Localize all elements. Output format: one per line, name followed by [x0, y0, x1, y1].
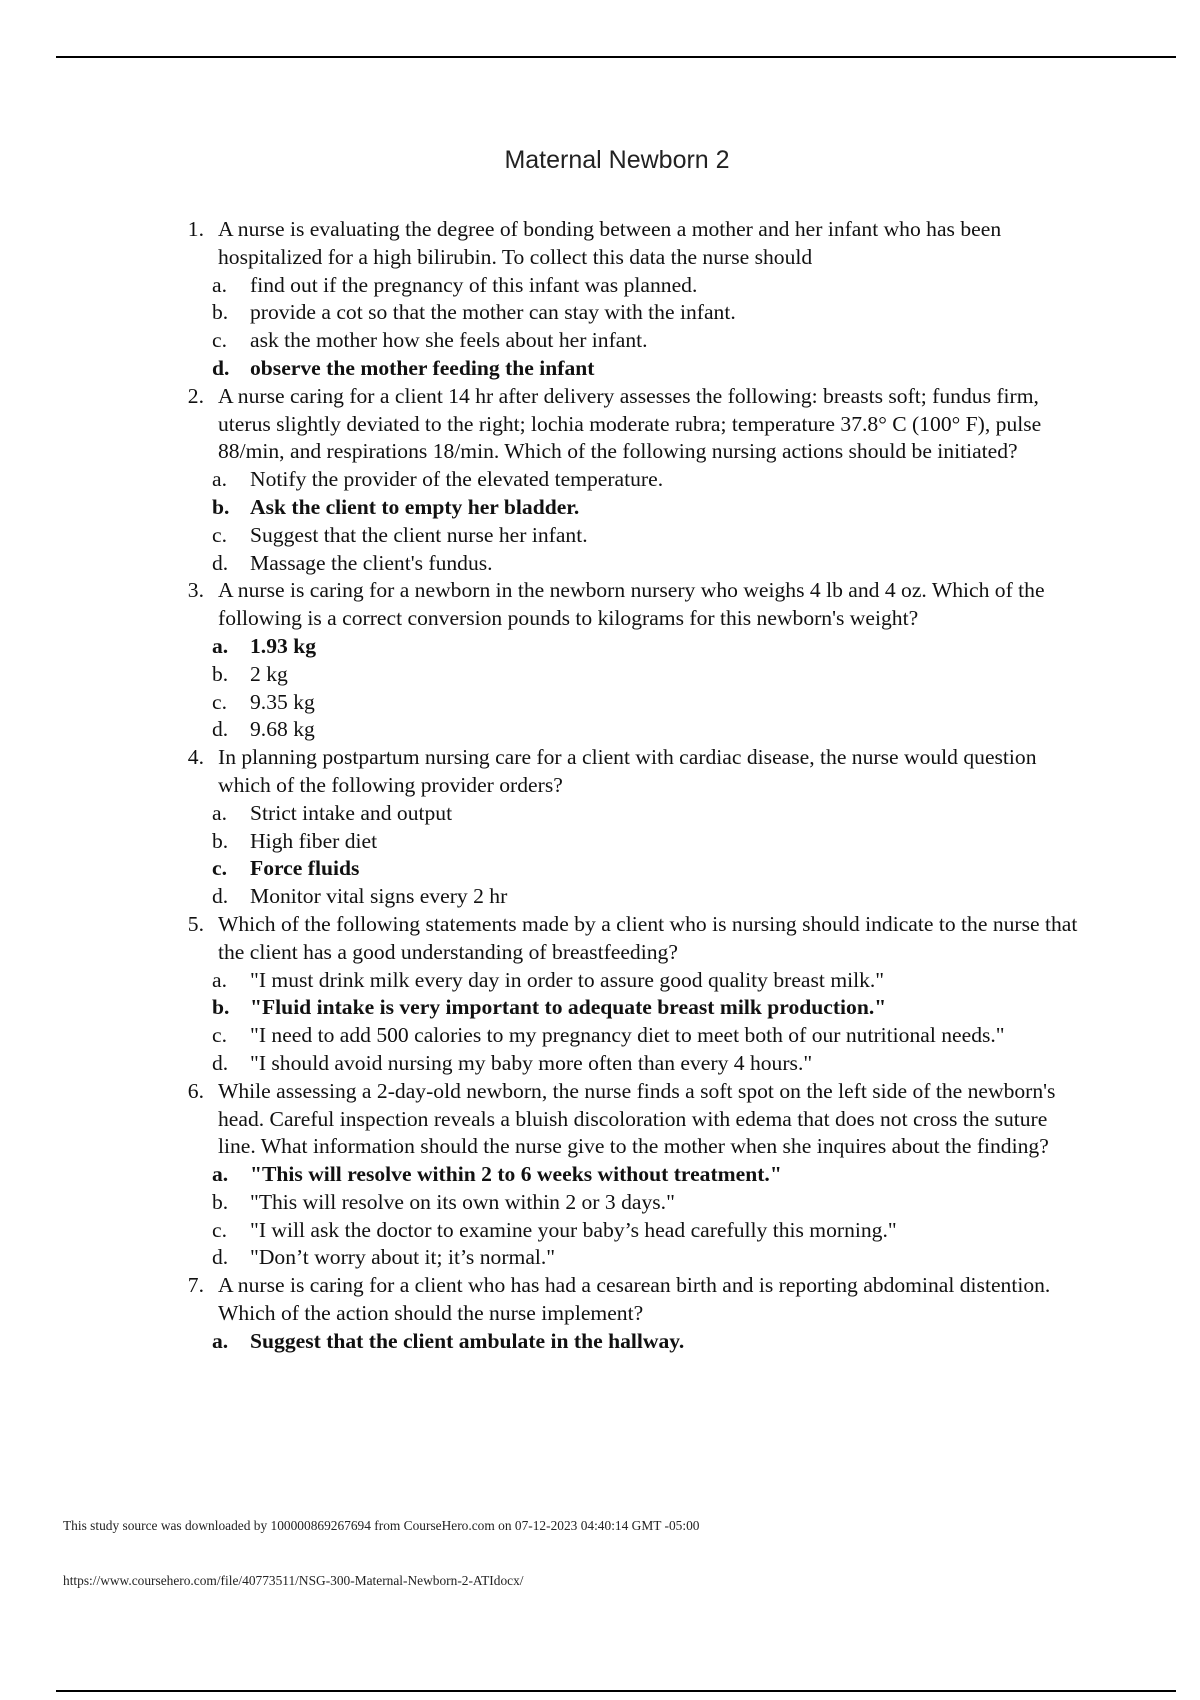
- option-letter: b.: [212, 1189, 229, 1214]
- question-text: While assessing a 2-day-old newborn, the nurse finds a soft spot on the left side of the newborn's head. Careful inspection reveals a bluish discoloration with edema that does not cross the suture line. What information should the nurse give to the mother when she inquires about the finding?: [218, 1078, 1056, 1159]
- option-text: Notify the provider of the elevated temperature.: [250, 467, 664, 492]
- option-item: [178, 716, 1088, 744]
- option-item: [178, 967, 1088, 995]
- option-item-correct: [178, 633, 1088, 661]
- question-item: [178, 383, 1088, 466]
- option-letter: c.: [212, 856, 227, 881]
- option-list: [178, 466, 1088, 577]
- bottom-rule: [56, 1690, 1176, 1692]
- option-text: Strict intake and output: [250, 800, 453, 825]
- option-text: "This will resolve within 2 to 6 weeks without treatment.": [250, 1162, 782, 1187]
- option-text: Monitor vital signs every 2 hr: [250, 884, 508, 909]
- option-text: observe the mother feeding the infant: [250, 355, 595, 380]
- question-text: A nurse is caring for a client who has had a cesarean birth and is reporting abdominal distention. Which of the action should the nurse implement?: [218, 1273, 1051, 1326]
- option-text: 1.93 kg: [250, 633, 316, 658]
- question-text: Which of the following statements made by a client who is nursing should indicate to the nurse that the client has a good understanding of breastfeeding?: [218, 911, 1078, 964]
- option-text: Suggest that the client ambulate in the hallway.: [250, 1328, 685, 1353]
- option-letter: c.: [212, 1217, 227, 1242]
- option-text: ask the mother how she feels about her infant.: [250, 328, 648, 353]
- option-letter: b.: [212, 300, 229, 325]
- option-item-correct: [178, 1161, 1088, 1189]
- option-text: 9.68 kg: [250, 717, 315, 742]
- option-letter: a.: [212, 633, 229, 658]
- option-text: find out if the pregnancy of this infant was planned.: [250, 272, 698, 297]
- option-letter: a.: [212, 467, 227, 492]
- option-item: [178, 1189, 1088, 1217]
- option-item-correct: [178, 494, 1088, 522]
- option-text: "I will ask the doctor to examine your baby’s head carefully this morning.": [250, 1217, 897, 1242]
- option-item: [178, 828, 1088, 856]
- option-item-correct: [178, 1328, 1088, 1356]
- option-item: [178, 522, 1088, 550]
- option-letter: b.: [212, 828, 229, 853]
- question-number: 5.: [187, 911, 204, 936]
- option-item: [178, 883, 1088, 911]
- option-text: "I must drink milk every day in order to assure good quality breast milk.": [250, 967, 885, 992]
- question-item: [178, 911, 1088, 967]
- option-item-correct: [178, 994, 1088, 1022]
- footer-url-line: https://www.coursehero.com/file/40773511/NSG-300-Maternal-Newborn-2-ATIdocx/: [63, 1573, 524, 1588]
- option-text: "This will resolve on its own within 2 or 3 days.": [250, 1189, 675, 1214]
- option-text: "I need to add 500 calories to my pregnancy diet to meet both of our nutritional needs.": [250, 1023, 1005, 1048]
- option-letter: d.: [212, 355, 230, 380]
- option-letter: a.: [212, 1328, 229, 1353]
- option-letter: b.: [212, 661, 229, 686]
- option-letter: c.: [212, 689, 227, 714]
- option-list: [178, 967, 1088, 1078]
- option-item: [178, 1244, 1088, 1272]
- option-text: Suggest that the client nurse her infant.: [250, 522, 588, 547]
- option-item: [178, 299, 1088, 327]
- option-letter: a.: [212, 272, 227, 297]
- option-letter: d.: [212, 884, 229, 909]
- option-list: [178, 1328, 1088, 1356]
- option-item-correct: [178, 855, 1088, 883]
- question-text: In planning postpartum nursing care for a client with cardiac disease, the nurse would question which of the following provider orders?: [218, 745, 1037, 797]
- question-number: 2.: [187, 383, 204, 408]
- option-item: [178, 800, 1088, 828]
- option-letter: c.: [212, 522, 227, 547]
- question-item: [178, 577, 1088, 633]
- question-text: A nurse is evaluating the degree of bonding between a mother and her infant who has been hospitalized for a high bilirubin. To collect this data the nurse should: [218, 217, 1002, 269]
- option-text: Force fluids: [250, 856, 360, 881]
- option-item: [178, 550, 1088, 578]
- question-number: 7.: [187, 1273, 204, 1298]
- question-text: A nurse is caring for a newborn in the newborn nursery who weighs 4 lb and 4 oz. Which of the following is a correct conversion pounds to kilograms for this newborn's weight?: [218, 578, 1045, 631]
- option-item: [178, 327, 1088, 355]
- question-number: 1.: [187, 217, 204, 241]
- option-item: [178, 1050, 1088, 1078]
- option-text: "Fluid intake is very important to adequate breast milk production.": [250, 995, 887, 1020]
- option-letter: b.: [212, 995, 230, 1020]
- option-text: "I should avoid nursing my baby more often than every 4 hours.": [250, 1050, 813, 1075]
- option-list: [178, 633, 1088, 744]
- option-letter: a.: [212, 1162, 229, 1187]
- option-text: "Don’t worry about it; it’s normal.": [250, 1245, 556, 1270]
- question-number: 6.: [187, 1078, 204, 1103]
- option-letter: c.: [212, 1023, 227, 1048]
- top-rule: [56, 56, 1176, 58]
- question-item: [178, 216, 1088, 272]
- option-item: [178, 272, 1088, 300]
- option-letter: c.: [212, 328, 227, 353]
- footer-source-line: This study source was downloaded by 100000869267694 from CourseHero.com on 07-12-2023 04:40:14 GMT -05:00: [63, 1518, 700, 1533]
- option-item: [178, 466, 1088, 494]
- question-number: 3.: [187, 578, 204, 603]
- option-item: [178, 1022, 1088, 1050]
- page-title: Maternal Newborn 2: [504, 146, 730, 174]
- question-number: 4.: [187, 745, 204, 770]
- option-letter: a.: [212, 967, 227, 992]
- option-letter: d.: [212, 717, 229, 742]
- option-letter: b.: [212, 494, 230, 519]
- option-letter: d.: [212, 1245, 229, 1270]
- option-text: High fiber diet: [250, 828, 378, 853]
- question-item: [178, 744, 1088, 800]
- question-item: [178, 1078, 1088, 1161]
- option-letter: d.: [212, 1050, 229, 1075]
- option-item-correct: [178, 355, 1088, 383]
- question-list: [178, 216, 1088, 1356]
- question-item: [178, 1272, 1088, 1328]
- option-list: [178, 272, 1088, 383]
- option-letter: d.: [212, 550, 229, 575]
- option-text: 2 kg: [250, 661, 288, 686]
- option-item: [178, 689, 1088, 717]
- question-text: A nurse caring for a client 14 hr after delivery assesses the following: breasts soft; fundus firm, uterus slightly deviated to the right; lochia moderate rubra; temperature 37.8° C (100° F), pulse 88/min, and respirations 18/min. Which of the following nursing actions should be initiated?: [218, 383, 1042, 464]
- option-item: [178, 1217, 1088, 1245]
- option-text: 9.35 kg: [250, 689, 315, 714]
- option-text: provide a cot so that the mother can stay with the infant.: [250, 300, 736, 325]
- option-letter: a.: [212, 800, 227, 825]
- option-list: [178, 800, 1088, 911]
- option-text: Massage the client's fundus.: [250, 550, 493, 575]
- option-list: [178, 1161, 1088, 1272]
- option-item: [178, 661, 1088, 689]
- option-text: Ask the client to empty her bladder.: [250, 494, 580, 519]
